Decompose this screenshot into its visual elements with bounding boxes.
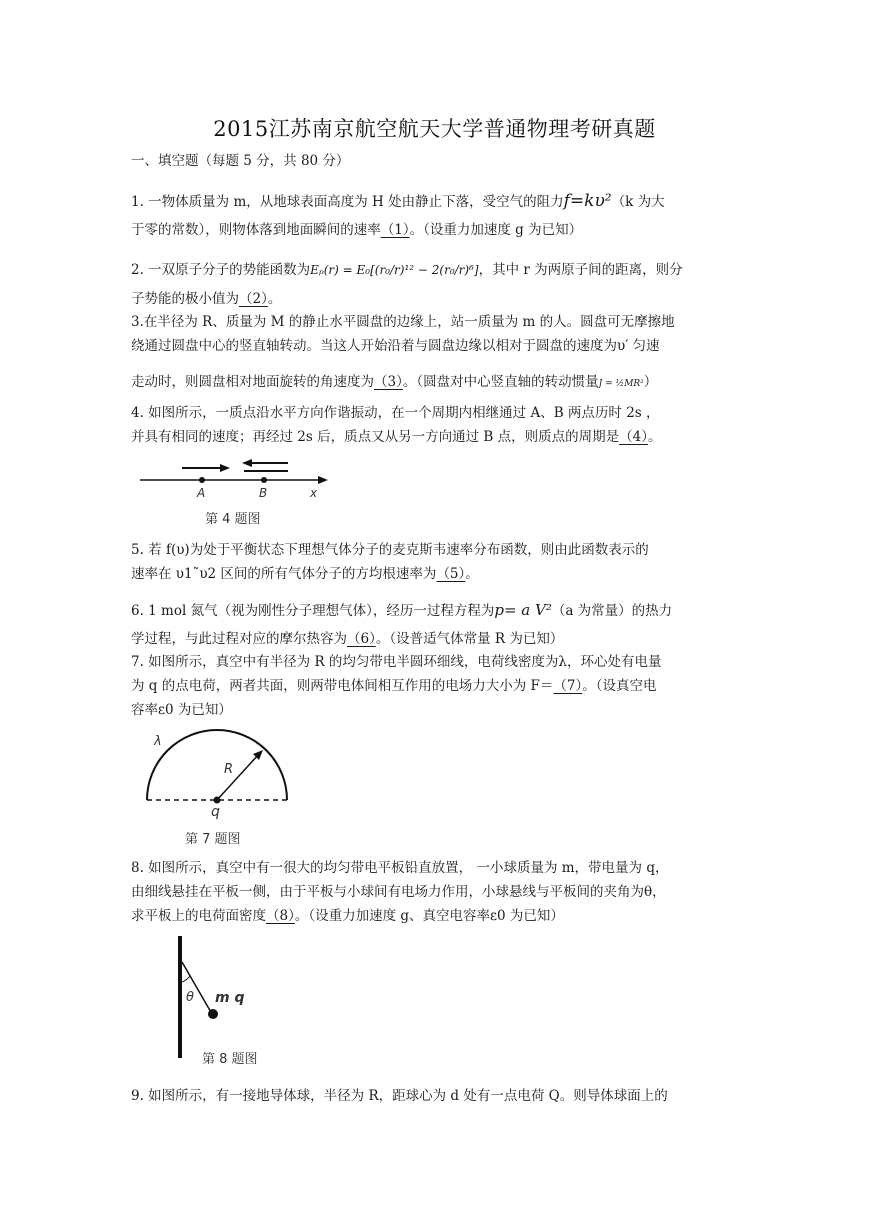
point-a-dot bbox=[199, 477, 205, 483]
question-7-line-2: 为 q 的点电荷，两者共面，则两带电体间相互作用的电场力大小为 F＝（7）。（设真空电 bbox=[131, 678, 657, 694]
question-3-line-3: 走动时，则圆盘相对地面旋转的角速度为（3）。（圆盘对中心竖直轴的转动惯量J = ½MR²） bbox=[131, 374, 658, 390]
question-9-line-1: 9. 如图所示，有一接地导体球，半径为 R，距球心为 d 处有一点电荷 Q。则导体球面上的 bbox=[131, 1088, 668, 1104]
question-7-line-3: 容率ε0 为已知） bbox=[131, 702, 232, 718]
question-3-line-2: 绕通过圆盘中心的竖直轴转动。当这人开始沿着与圆盘边缘以相对于圆盘的速度为υ′ 匀速 bbox=[131, 338, 660, 354]
question-5-line-2: 速率在 υ1˜υ2 区间的所有气体分子的方均根速率为（5）。 bbox=[131, 566, 479, 582]
question-7-line-1: 7. 如图所示，真空中有半径为 R 的均匀带电半圆环细线，电荷线密度为λ，环心处有电量 bbox=[131, 654, 662, 670]
question-1-line-2: 于零的常数），则物体落到地面瞬间的速率（1）。（设重力加速度 g 为已知） bbox=[131, 222, 583, 238]
figure-7-label-q: q bbox=[211, 804, 220, 820]
figure-7-caption: 第 7 题图 bbox=[185, 832, 241, 847]
figure-4-caption: 第 4 题图 bbox=[205, 512, 261, 527]
question-2-line-2: 子势能的极小值为（2）。 bbox=[131, 291, 282, 307]
question-4-line-1: 4. 如图所示，一质点沿水平方向作谐振动，在一个周期内相继通过 A、B 两点历时 2s ， bbox=[131, 405, 660, 421]
inertia-formula: J = ½MR² bbox=[598, 379, 644, 389]
semicircle-ring bbox=[147, 730, 287, 800]
angle-arc bbox=[182, 976, 190, 982]
answer-blank-6: （6） bbox=[347, 631, 376, 647]
question-3-line-1: 3.在半径为 R、质量为 M 的静止水平圆盘的边缘上，站一质量为 m 的人。圆盘可无摩擦地 bbox=[131, 314, 675, 330]
figure-7-diagram bbox=[145, 728, 290, 808]
figure-4-diagram bbox=[138, 458, 338, 503]
figure-7-label-lambda: λ bbox=[154, 734, 162, 749]
potential-formula: Eₚ(r) = E₀[(r₀/r)¹² − 2(r₀/r)⁶] bbox=[310, 263, 479, 277]
point-charge-dot bbox=[214, 797, 221, 804]
x-axis-arrow-icon bbox=[318, 476, 328, 484]
figure-4-label-b: B bbox=[259, 486, 268, 500]
figure-4-label-x: x bbox=[310, 486, 318, 500]
question-8-line-2: 由细线悬挂在平板一侧，由于平板与小球间有电场力作用，小球悬线与平板间的夹角为θ， bbox=[131, 884, 666, 900]
question-6-line-2: 学过程，与此过程对应的摩尔热容为（6）。（设普适气体常量 R 为已知） bbox=[131, 631, 564, 647]
left-arrowhead-icon bbox=[242, 459, 252, 467]
figure-8-caption: 第 8 题图 bbox=[202, 1052, 258, 1067]
page-title: 2015江苏南京航空航天大学普通物理考研真题 bbox=[213, 117, 656, 141]
question-4-line-2: 并具有相同的速度；再经过 2s 后，质点又从另一方向通过 B 点，则质点的周期是（4）。 bbox=[131, 429, 662, 445]
answer-blank-2: （2） bbox=[239, 291, 268, 307]
process-formula: p= a V² bbox=[494, 601, 552, 619]
question-1-line-1: 1. 一物体质量为 m，从地球表面高度为 H 处由静止下落，受空气的阻力f=kυ²（k 为大 bbox=[131, 191, 665, 211]
section-heading: 一、填空题（每题 5 分，共 80 分） bbox=[131, 153, 350, 169]
figure-8-label-mq: m q bbox=[215, 990, 245, 1006]
question-8-line-1: 8. 如图所示，真空中有一很大的均匀带电平板铅直放置， 一小球质量为 m，带电量为 q， bbox=[131, 860, 669, 876]
question-2-line-1: 2. 一双原子分子的势能函数为Eₚ(r) = E₀[(r₀/r)¹² − 2(r₀/r)⁶]，其中 r 为两原子间的距离，则分 bbox=[131, 262, 683, 278]
answer-blank-4: （4） bbox=[619, 429, 648, 445]
figure-8-label-theta: θ bbox=[186, 990, 194, 1005]
answer-blank-3: （3） bbox=[374, 374, 403, 390]
answer-blank-8: （8） bbox=[266, 908, 295, 924]
figure-4-label-a: A bbox=[197, 486, 206, 500]
point-b-dot bbox=[261, 477, 267, 483]
answer-blank-7: （7） bbox=[553, 678, 583, 694]
drag-formula: f=kυ² bbox=[563, 191, 612, 211]
figure-7-label-r: R bbox=[224, 762, 234, 777]
charged-ball bbox=[208, 1009, 218, 1019]
answer-blank-1: （1） bbox=[380, 222, 410, 238]
radius-line bbox=[217, 754, 259, 800]
question-8-line-3: 求平板上的电荷面密度（8）。（设重力加速度 g、真空电容率ε0 为已知） bbox=[131, 908, 564, 924]
right-arrowhead-icon bbox=[220, 464, 230, 472]
question-5-line-1: 5. 若 f(υ)为处于平衡状态下理想气体分子的麦克斯韦速率分布函数，则由此函数表示的 bbox=[131, 542, 649, 558]
suspension-thread bbox=[182, 962, 212, 1014]
answer-blank-5: （5） bbox=[436, 566, 466, 582]
question-6-line-1: 6. 1 mol 氮气（视为刚性分子理想气体），经历一过程方程为p= a V²（a 为常量）的热力 bbox=[131, 601, 673, 619]
